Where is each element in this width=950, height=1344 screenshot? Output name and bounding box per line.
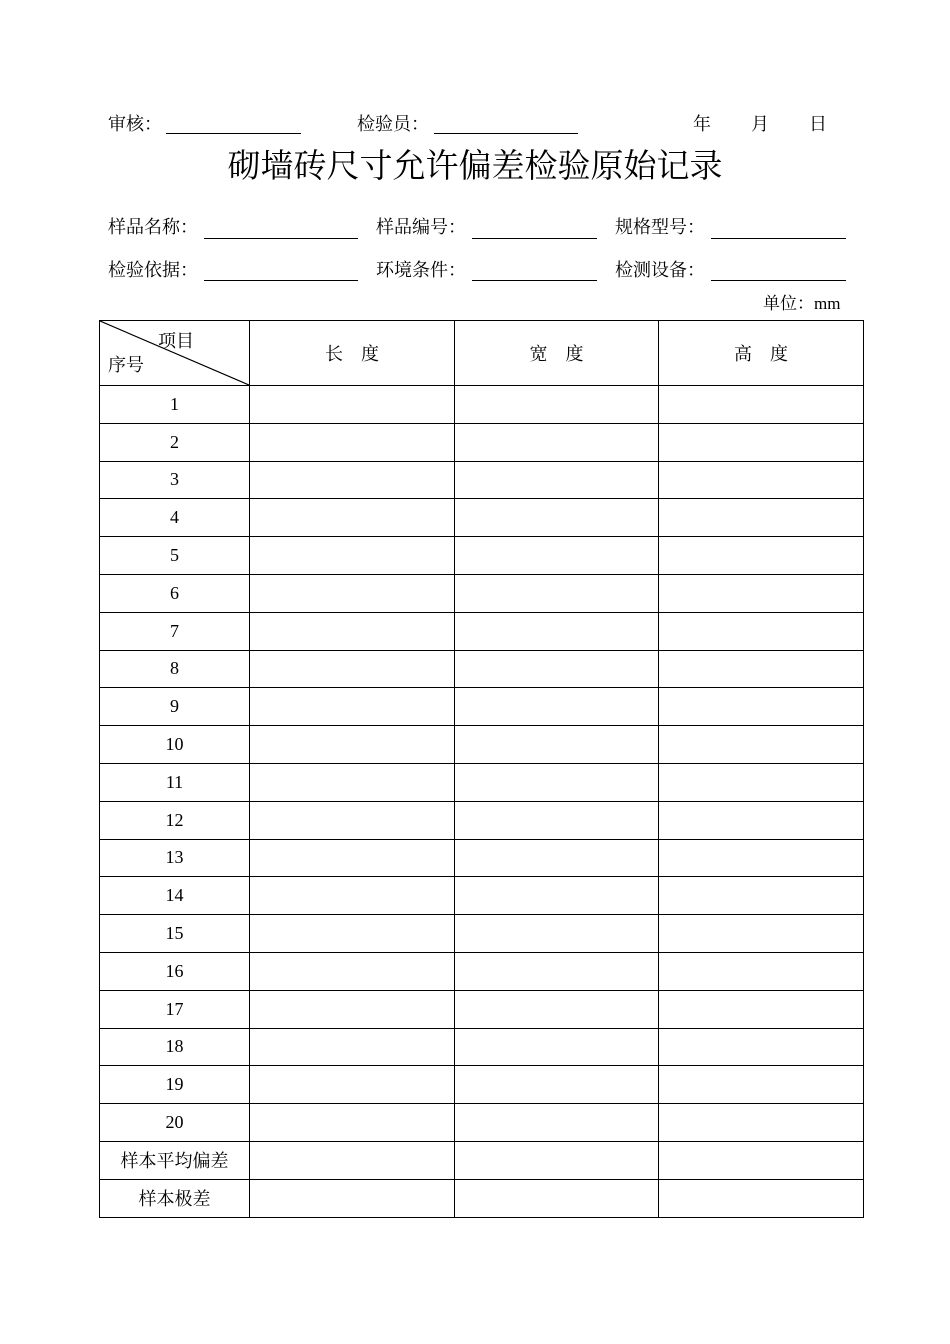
inspector-label: 检验员： <box>357 114 429 135</box>
cell-height[interactable] <box>659 612 864 650</box>
env-field[interactable] <box>472 280 597 281</box>
reviewer-field[interactable] <box>166 133 301 134</box>
cell-width[interactable] <box>455 650 659 688</box>
cell-width[interactable] <box>455 1141 659 1179</box>
row-index-cell: 19 <box>100 1066 250 1104</box>
table-row <box>100 877 864 915</box>
unit-label: 单位： <box>763 294 814 314</box>
table-row <box>100 1104 864 1142</box>
column-header-width: 宽 度 <box>455 321 659 386</box>
sample-name-field[interactable] <box>204 238 358 239</box>
cell-width[interactable] <box>455 499 659 537</box>
cell-length[interactable] <box>250 423 455 461</box>
cell-height[interactable] <box>659 386 864 424</box>
basis-field[interactable] <box>204 280 358 281</box>
table-row <box>100 461 864 499</box>
cell-width[interactable] <box>455 763 659 801</box>
row-index-cell: 7 <box>100 612 250 650</box>
cell-height[interactable] <box>659 990 864 1028</box>
cell-width[interactable] <box>455 612 659 650</box>
cell-length[interactable] <box>250 1066 455 1104</box>
summary-row <box>100 1141 864 1179</box>
cell-height[interactable] <box>659 1179 864 1217</box>
cell-height[interactable] <box>659 877 864 915</box>
cell-length[interactable] <box>250 386 455 424</box>
cell-width[interactable] <box>455 688 659 726</box>
row-index-cell: 9 <box>100 688 250 726</box>
table-row <box>100 1066 864 1104</box>
row-index-cell: 1 <box>100 386 250 424</box>
cell-length[interactable] <box>250 1179 455 1217</box>
cell-length[interactable] <box>250 1104 455 1142</box>
equipment-label: 检测设备： <box>615 260 705 281</box>
cell-length[interactable] <box>250 726 455 764</box>
table-row <box>100 952 864 990</box>
table-row <box>100 1028 864 1066</box>
row-index-cell: 10 <box>100 726 250 764</box>
column-header-length: 长 度 <box>250 321 455 386</box>
cell-length[interactable] <box>250 763 455 801</box>
cell-height[interactable] <box>659 688 864 726</box>
day-label: 日 <box>809 114 827 135</box>
row-index-cell: 5 <box>100 537 250 575</box>
cell-height[interactable] <box>659 1066 864 1104</box>
cell-length[interactable] <box>250 1028 455 1066</box>
column-header-height: 高 度 <box>659 321 864 386</box>
cell-width[interactable] <box>455 877 659 915</box>
cell-width[interactable] <box>455 386 659 424</box>
unit-value: mm <box>814 294 841 313</box>
table-row <box>100 612 864 650</box>
cell-height[interactable] <box>659 537 864 575</box>
cell-height[interactable] <box>659 423 864 461</box>
cell-width[interactable] <box>455 839 659 877</box>
table-row <box>100 499 864 537</box>
row-index-cell: 3 <box>100 461 250 499</box>
table-header-row <box>100 321 864 386</box>
summary-row <box>100 1179 864 1217</box>
cell-length[interactable] <box>250 574 455 612</box>
cell-length[interactable] <box>250 839 455 877</box>
cell-height[interactable] <box>659 461 864 499</box>
cell-width[interactable] <box>455 574 659 612</box>
row-index-cell: 6 <box>100 574 250 612</box>
corner-item-label: 项目 <box>158 331 194 352</box>
table-row <box>100 726 864 764</box>
cell-length[interactable] <box>250 801 455 839</box>
cell-height[interactable] <box>659 952 864 990</box>
spec-field[interactable] <box>711 238 846 239</box>
table-row <box>100 386 864 424</box>
row-index-cell: 17 <box>100 990 250 1028</box>
corner-header-cell <box>100 321 250 386</box>
cell-length[interactable] <box>250 952 455 990</box>
row-index-cell: 2 <box>100 423 250 461</box>
cell-length[interactable] <box>250 877 455 915</box>
cell-length[interactable] <box>250 537 455 575</box>
equipment-field[interactable] <box>711 280 846 281</box>
table-row <box>100 839 864 877</box>
table-row <box>100 688 864 726</box>
row-index-cell: 14 <box>100 877 250 915</box>
cell-length[interactable] <box>250 650 455 688</box>
cell-length[interactable] <box>250 612 455 650</box>
row-index-cell: 11 <box>100 763 250 801</box>
cell-width[interactable] <box>455 461 659 499</box>
cell-length[interactable] <box>250 688 455 726</box>
row-index-cell: 4 <box>100 499 250 537</box>
cell-width[interactable] <box>455 726 659 764</box>
page-title: 砌墙砖尺寸允许偏差检验原始记录 <box>227 146 723 185</box>
row-index-cell: 8 <box>100 650 250 688</box>
cell-height[interactable] <box>659 574 864 612</box>
cell-length[interactable] <box>250 990 455 1028</box>
table-row <box>100 801 864 839</box>
cell-height[interactable] <box>659 650 864 688</box>
inspector-field[interactable] <box>434 133 578 134</box>
cell-height[interactable] <box>659 1141 864 1179</box>
sample-no-label: 样品编号： <box>376 217 466 238</box>
table-row <box>100 537 864 575</box>
cell-width[interactable] <box>455 1179 659 1217</box>
sample-no-field[interactable] <box>472 238 597 239</box>
month-label: 月 <box>751 114 769 135</box>
spec-label: 规格型号： <box>615 217 705 238</box>
cell-width[interactable] <box>455 801 659 839</box>
cell-width[interactable] <box>455 952 659 990</box>
corner-index-label: 序号 <box>108 355 144 376</box>
cell-width[interactable] <box>455 990 659 1028</box>
cell-height[interactable] <box>659 915 864 953</box>
cell-width[interactable] <box>455 1066 659 1104</box>
row-index-cell: 18 <box>100 1028 250 1066</box>
row-index-cell: 15 <box>100 915 250 953</box>
cell-width[interactable] <box>455 915 659 953</box>
table-row <box>100 650 864 688</box>
cell-length[interactable] <box>250 461 455 499</box>
cell-height[interactable] <box>659 801 864 839</box>
row-index-cell: 样本平均偏差 <box>100 1141 250 1179</box>
cell-height[interactable] <box>659 499 864 537</box>
cell-width[interactable] <box>455 1028 659 1066</box>
reviewer-label: 审核： <box>108 114 162 135</box>
table-row <box>100 915 864 953</box>
cell-length[interactable] <box>250 915 455 953</box>
row-index-cell: 12 <box>100 801 250 839</box>
unit-indicator <box>763 289 840 314</box>
row-index-cell: 20 <box>100 1104 250 1142</box>
basis-label: 检验依据： <box>108 260 198 281</box>
cell-length[interactable] <box>250 1141 455 1179</box>
cell-height[interactable] <box>659 1028 864 1066</box>
table-row <box>100 574 864 612</box>
year-label: 年 <box>693 114 711 135</box>
cell-width[interactable] <box>455 423 659 461</box>
row-index-cell: 13 <box>100 839 250 877</box>
table-row <box>100 423 864 461</box>
cell-height[interactable] <box>659 839 864 877</box>
cell-height[interactable] <box>659 1104 864 1142</box>
table-row <box>100 990 864 1028</box>
table-row <box>100 763 864 801</box>
sample-name-label: 样品名称： <box>108 217 198 238</box>
cell-length[interactable] <box>250 499 455 537</box>
row-index-cell: 样本极差 <box>100 1179 250 1217</box>
cell-height[interactable] <box>659 763 864 801</box>
record-table <box>99 320 864 1218</box>
row-index-cell: 16 <box>100 952 250 990</box>
cell-height[interactable] <box>659 726 864 764</box>
env-label: 环境条件： <box>376 260 466 281</box>
cell-width[interactable] <box>455 1104 659 1142</box>
cell-width[interactable] <box>455 537 659 575</box>
